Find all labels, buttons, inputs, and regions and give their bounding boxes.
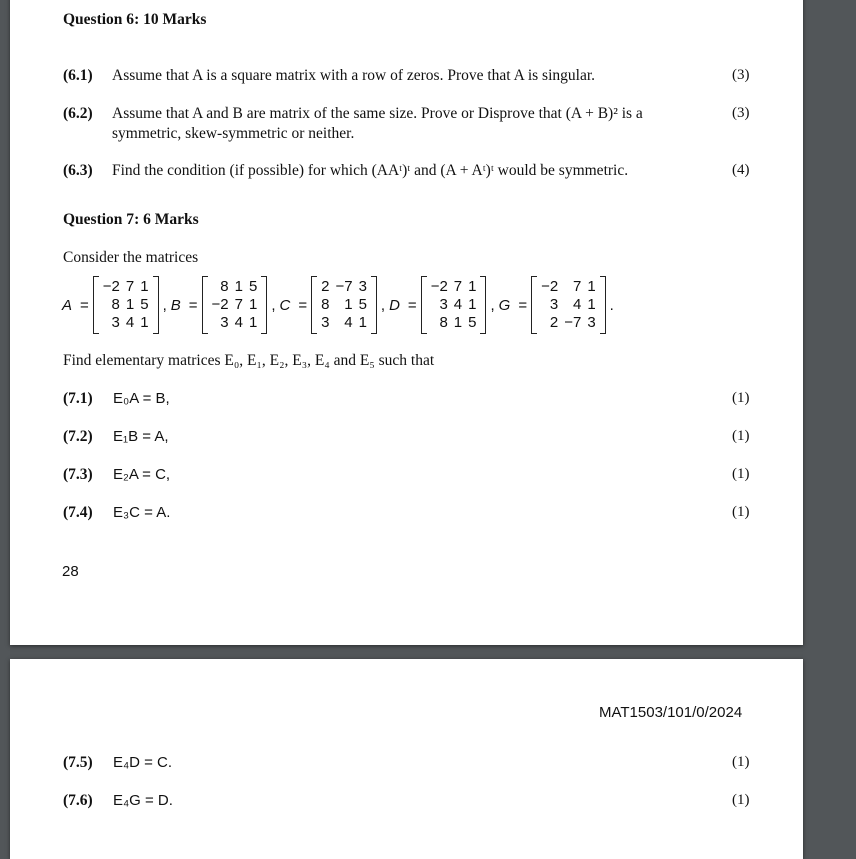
matrix-cell: −2 (430, 278, 448, 295)
matrix-b (202, 276, 268, 334)
matrix-cell: 5 (140, 296, 149, 313)
matrix-cell: 1 (140, 314, 149, 331)
matrix-cell: 1 (468, 296, 477, 313)
matrix-row (100, 296, 152, 314)
matrix-cell: 4 (572, 296, 582, 313)
matrix-cell: 8 (220, 278, 229, 295)
item-number-6-2: (6.2) (63, 105, 93, 122)
matrix-label-d: D (389, 296, 400, 314)
matrix-row (428, 296, 480, 314)
matrix-row (428, 314, 480, 332)
matrix-cell: 8 (321, 296, 330, 313)
item-mark-7-2: (1) (732, 428, 750, 444)
comma-separator: , (162, 296, 167, 314)
item-text-6-1: Assume that A is a square matrix with a row of zeros. Prove that A is singular. (112, 67, 596, 84)
period: . (609, 296, 614, 314)
matrix-cell: 1 (248, 314, 258, 331)
matrix-row (318, 314, 370, 332)
document-page-2 (10, 659, 803, 859)
matrix-cell: 4 (453, 296, 463, 313)
matrix-label-g: G (498, 296, 511, 314)
matrices-row (62, 275, 618, 335)
comma-separator: , (271, 296, 276, 314)
matrix-cell: −2 (211, 296, 229, 313)
item-text-6-3: Find the condition (if possible) for which (AAᵗ)ᵗ and (A + Aᵗ)ᵗ would be symmetric. (112, 162, 629, 179)
question-6-label: Question 6 (63, 11, 135, 28)
matrix-cell: −7 (335, 278, 353, 295)
item-number-7-1: (7.1) (63, 390, 93, 407)
matrix-row (209, 278, 261, 296)
matrix-cell: 1 (125, 296, 135, 313)
item-mark-6-3: (4) (732, 162, 750, 178)
matrix-row (100, 278, 152, 296)
comma-separator: , (490, 296, 495, 314)
item-eq-7-5: E₄D = C. (113, 754, 173, 771)
matrix-cell: 2 (549, 314, 559, 331)
item-mark-7-4: (1) (732, 504, 750, 520)
matrix-cell: 4 (344, 314, 353, 331)
matrix-cell: 5 (248, 278, 258, 295)
item-number-6-1: (6.1) (63, 67, 93, 84)
item-eq-7-6: E₄G = D. (113, 792, 173, 809)
matrix-cell: −7 (564, 314, 582, 331)
matrix-label-b: B (170, 296, 181, 314)
consider-text: Consider the matrices (63, 249, 199, 266)
matrix-row (209, 314, 261, 332)
question-7-marks: : 6 Marks (134, 211, 199, 228)
matrix-a (93, 276, 159, 334)
item-eq-7-2: E₁B = A, (113, 428, 169, 445)
matrix-d (421, 276, 487, 334)
item-mark-7-6: (1) (732, 792, 750, 808)
matrix-row (318, 278, 370, 296)
item-number-7-2: (7.2) (63, 428, 93, 445)
matrix-cell: 3 (439, 296, 448, 313)
matrix-cell: 3 (220, 314, 229, 331)
matrix-cell: 3 (587, 314, 596, 331)
matrix-row (538, 296, 599, 314)
item-eq-7-4: E₃C = A. (113, 504, 171, 521)
item-mark-6-1: (3) (732, 67, 750, 83)
matrix-cell: 8 (111, 296, 120, 313)
matrix-cell: 4 (125, 314, 135, 331)
matrix-row (209, 296, 261, 314)
matrix-cell: 1 (587, 278, 596, 295)
matrix-cell: 1 (587, 296, 596, 313)
item-text-6-2-line2: symmetric, skew-symmetric or neither. (112, 125, 355, 142)
matrix-cell: 1 (234, 278, 243, 295)
item-number-6-3: (6.3) (63, 162, 93, 179)
matrix-cell: −2 (541, 278, 559, 295)
item-mark-7-1: (1) (732, 390, 750, 406)
matrix-g (531, 276, 606, 334)
matrix-row (428, 278, 480, 296)
matrix-cell: 7 (125, 278, 135, 295)
item-number-7-5: (7.5) (63, 754, 93, 771)
matrix-cell: 5 (358, 296, 367, 313)
item-mark-6-2: (3) (732, 105, 750, 121)
equals-sign: = (80, 296, 89, 314)
question-6-heading (63, 11, 206, 29)
matrix-cell: 2 (321, 278, 330, 295)
item-number-7-3: (7.3) (63, 466, 93, 483)
matrix-label-c: C (279, 296, 291, 314)
matrix-cell: 5 (468, 314, 477, 331)
matrix-cell: 8 (439, 314, 448, 331)
item-eq-7-3: E₂A = C, (113, 466, 171, 483)
item-number-7-4: (7.4) (63, 504, 93, 521)
matrix-cell: −2 (102, 278, 120, 295)
matrix-row (100, 314, 152, 332)
comma-separator: , (380, 296, 386, 314)
matrix-cell: 3 (321, 314, 330, 331)
matrix-cell: 4 (234, 314, 243, 331)
matrix-cell: 3 (549, 296, 559, 313)
item-mark-7-5: (1) (732, 754, 750, 770)
question-7-label: Question 7 (63, 211, 135, 228)
equals-sign: = (298, 296, 308, 314)
document-page-1 (10, 0, 803, 645)
matrix-cell: 1 (358, 314, 367, 331)
matrix-cell: 1 (453, 314, 463, 331)
matrix-row (318, 296, 370, 314)
find-elementary-text: Find elementary matrices E₀, E₁, E₂, E₃, E₄ and E₅ such that (63, 352, 435, 369)
matrix-cell: 1 (468, 278, 477, 295)
item-text-6-2-line1: Assume that A and B are matrix of the same size. Prove or Disprove that (A + B)² is a (112, 105, 643, 122)
equals-sign: = (518, 296, 528, 314)
equals-sign: = (188, 296, 198, 314)
question-6-marks: : 10 Marks (134, 11, 207, 28)
matrix-row (538, 278, 599, 296)
matrix-row (538, 314, 599, 332)
matrix-label-a: A (62, 296, 73, 314)
equals-sign: = (407, 296, 417, 314)
matrix-cell: 7 (572, 278, 582, 295)
matrix-cell: 3 (358, 278, 367, 295)
matrix-cell: 1 (248, 296, 258, 313)
matrix-c (311, 276, 377, 334)
matrix-cell: 3 (111, 314, 120, 331)
matrix-cell: 1 (140, 278, 149, 295)
matrix-cell: 7 (234, 296, 243, 313)
item-eq-7-1: E₀A = B, (113, 390, 170, 407)
item-mark-7-3: (1) (732, 466, 750, 482)
question-7-heading (63, 211, 199, 229)
item-number-7-6: (7.6) (63, 792, 93, 809)
page-number: 28 (62, 563, 79, 580)
matrix-cell: 7 (453, 278, 463, 295)
course-code-header: MAT1503/101/0/2024 (599, 704, 743, 721)
matrix-cell: 1 (344, 296, 353, 313)
